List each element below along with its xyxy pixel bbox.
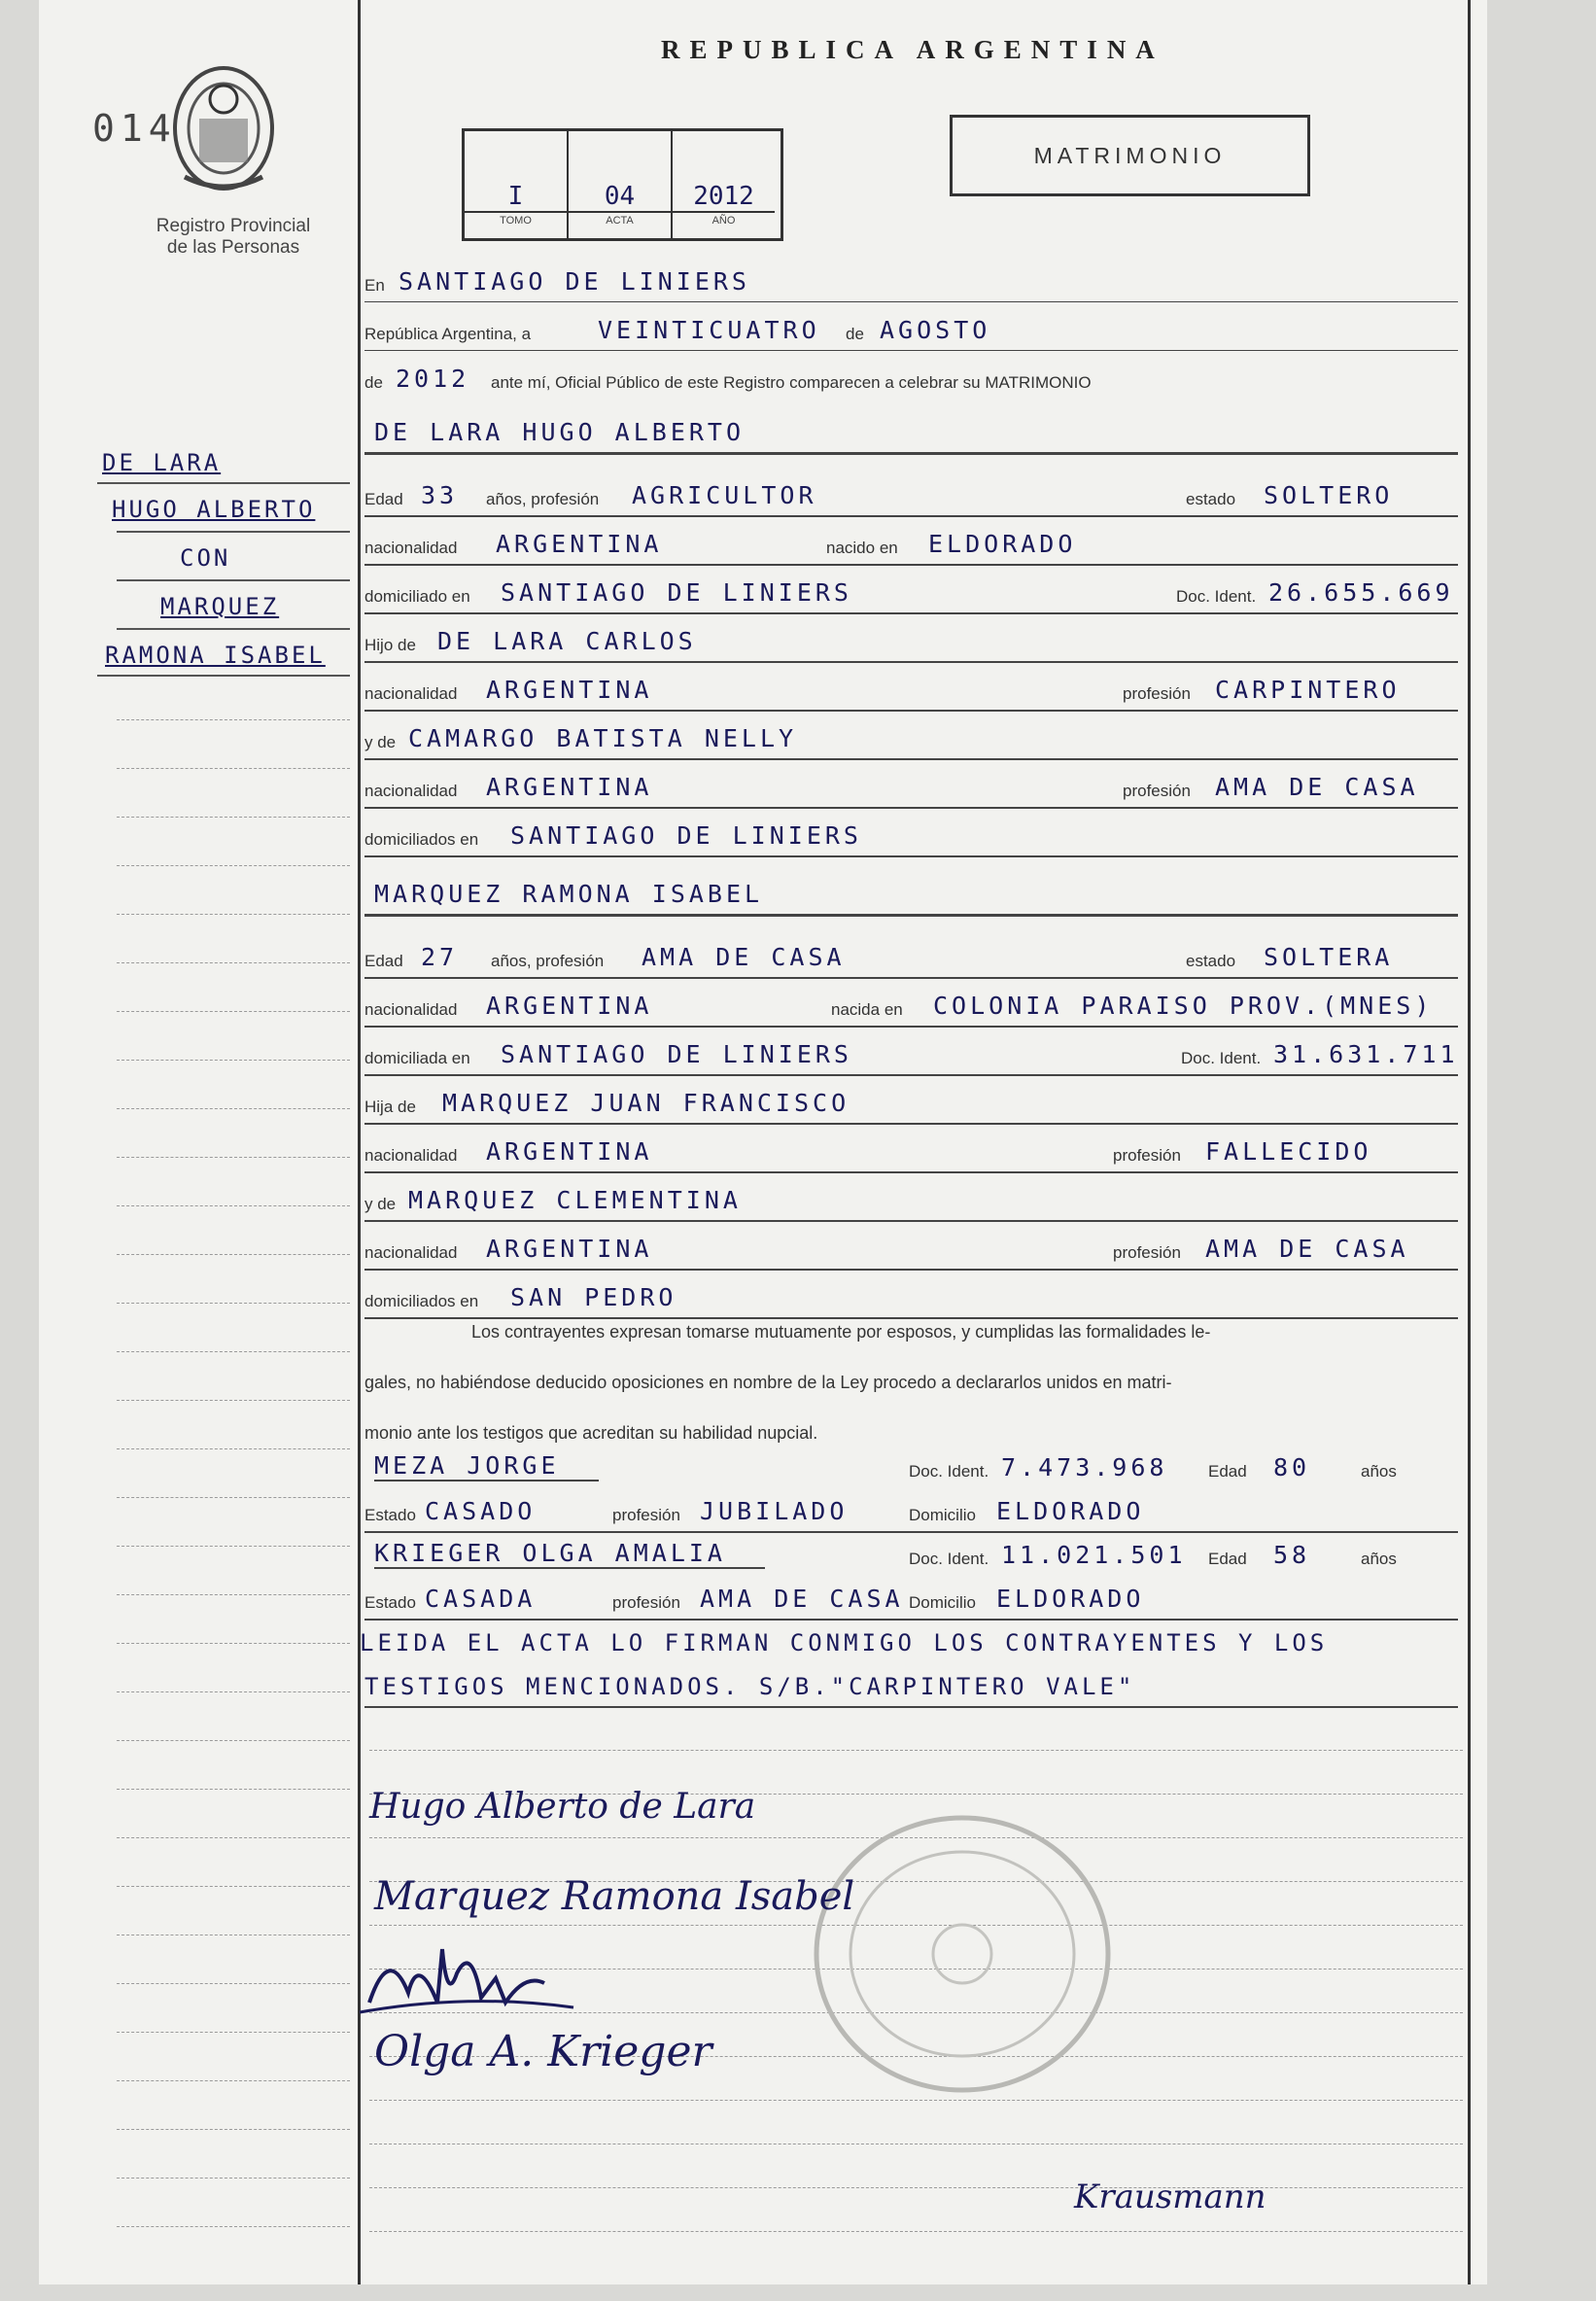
month-value: AGOSTO — [880, 316, 991, 344]
margin-name-4: MARQUEZ — [160, 593, 280, 620]
groom-mother: CAMARGO BATISTA NELLY — [408, 724, 798, 752]
bride-father-row — [364, 1084, 1458, 1125]
anos-prof-label: años, profesión — [486, 490, 600, 508]
bride-father-nat-row — [364, 1133, 1458, 1173]
witness1-row — [364, 1448, 1458, 1487]
margin-ruling — [117, 1108, 350, 1109]
margin-ruling — [117, 1837, 350, 1838]
de-label: de — [846, 325, 864, 343]
witness1-address: ELDORADO — [996, 1497, 1145, 1525]
date-row — [364, 311, 1458, 351]
signature-bride: Marquez Ramona Isabel — [374, 1874, 855, 1919]
day-value: VEINTICUATRO — [598, 316, 820, 344]
anos-label: años — [1361, 1462, 1397, 1481]
signature-ruling — [369, 2187, 1463, 2188]
witness1-detail-row — [364, 1492, 1458, 1533]
nac-label: nacionalidad — [364, 539, 458, 557]
margin-ruling — [117, 2226, 350, 2227]
place-row — [364, 262, 1458, 302]
groom-profession: AGRICULTOR — [632, 481, 817, 509]
signature-groom: Hugo Alberto de Lara — [369, 1787, 756, 1827]
groom-nationality: ARGENTINA — [496, 530, 663, 558]
margin-ruling — [117, 865, 350, 866]
year-value: 2012 — [396, 365, 470, 393]
bride-profession: AMA DE CASA — [642, 943, 846, 971]
groom-birthplace: ELDORADO — [928, 530, 1077, 558]
signature-ruling — [369, 1750, 1463, 1751]
anos-label: años — [1361, 1550, 1397, 1568]
edad-label: Edad — [1208, 1550, 1247, 1568]
bride-mother-row — [364, 1181, 1458, 1222]
bride-father-nationality: ARGENTINA — [486, 1137, 653, 1166]
prof-label: profesión — [1113, 1146, 1181, 1165]
bride-address-row — [364, 1035, 1458, 1076]
tomo-label: TOMO — [465, 211, 567, 227]
en-label: En — [364, 276, 385, 295]
groom-parents-address-row — [364, 817, 1458, 857]
intro-text: ante mí, Oficial Público de este Registro comparecen a celebrar su MATRIMONIO — [491, 373, 1092, 392]
bride-parents-address-row — [364, 1278, 1458, 1319]
prof-label: profesión — [1123, 782, 1191, 800]
bride-doc: 31.631.711 — [1273, 1040, 1459, 1068]
nac-label: nacionalidad — [364, 1243, 458, 1262]
doc-label: Doc. Ident. — [909, 1550, 989, 1568]
margin-ruling — [117, 1351, 350, 1352]
closing-line2: TESTIGOS MENCIONADOS. S/B."CARPINTERO VALE" — [364, 1673, 1136, 1700]
parents-dom-label: domiciliados en — [364, 1292, 479, 1310]
margin-ruling — [117, 1303, 350, 1304]
margin-ruling — [117, 817, 350, 818]
declaration-line2: gales, no habiéndose deducido oposiciones en nombre de la Ley procedo a declararlos unidos en matri- — [364, 1373, 1172, 1392]
groom-father-row — [364, 622, 1458, 663]
groom-doc: 26.655.669 — [1268, 578, 1454, 607]
groom-age: 33 — [421, 481, 459, 509]
witness2-row — [364, 1536, 1458, 1575]
margin-ruling — [117, 1448, 350, 1449]
margin-ruling — [117, 1691, 350, 1692]
groom-parents-address: SANTIAGO DE LINIERS — [510, 821, 862, 850]
groom-mother-row — [364, 719, 1458, 760]
father-label: Hijo de — [364, 636, 416, 654]
record-type-box — [950, 115, 1310, 196]
year-row — [364, 360, 1458, 399]
margin-ruling — [117, 768, 350, 769]
bride-name-row — [364, 870, 1458, 917]
prof-label: profesión — [612, 1593, 680, 1612]
margin-rule — [117, 628, 350, 630]
groom-name-row — [364, 408, 1458, 455]
bride-mother-nationality: ARGENTINA — [486, 1235, 653, 1263]
estado-label: estado — [1186, 952, 1236, 970]
born-label: nacido en — [826, 539, 898, 557]
provincial-emblem-icon — [165, 60, 282, 201]
prof-label: profesión — [1123, 684, 1191, 703]
margin-ruling — [117, 1983, 350, 1984]
groom-father: DE LARA CARLOS — [437, 627, 697, 655]
bride-nationality-row — [364, 987, 1458, 1028]
record-type: MATRIMONIO — [1033, 143, 1227, 168]
witness2-name: KRIEGER OLGA AMALIA — [374, 1539, 765, 1569]
prof-label: profesión — [612, 1506, 680, 1524]
groom-address: SANTIAGO DE LINIERS — [501, 578, 852, 607]
margin-ruling — [117, 719, 350, 720]
ano-label: AÑO — [673, 211, 775, 227]
witness2-civil-status: CASADA — [425, 1585, 537, 1613]
declaration-line1: Los contrayentes expresan tomarse mutuamente por esposos, y cumplidas las formalidades le- — [471, 1322, 1211, 1342]
edad-label: Edad — [364, 490, 403, 508]
witness2-age: 58 — [1273, 1541, 1311, 1569]
doc-label: Doc. Ident. — [1176, 587, 1257, 606]
republic-label: República Argentina, a — [364, 325, 532, 343]
doc-label: Doc. Ident. — [909, 1462, 989, 1481]
witness2-detail-row — [364, 1580, 1458, 1621]
margin-ruling — [117, 1400, 350, 1401]
margin-rule — [117, 579, 350, 581]
ano-value: 2012 — [693, 182, 754, 211]
page-number: 014 — [92, 107, 177, 150]
signature-official: Krausmann — [1074, 2178, 1266, 2216]
estado-label: Estado — [364, 1593, 416, 1612]
bride-civil-status: SOLTERA — [1264, 943, 1394, 971]
tomo-cell — [465, 131, 569, 238]
year-prefix: de — [364, 373, 383, 392]
official-stamp-icon — [807, 1808, 1118, 2105]
bride-father-profession: FALLECIDO — [1205, 1137, 1372, 1166]
margin-name-5: RAMONA ISABEL — [105, 642, 326, 669]
nac-label: nacionalidad — [364, 1000, 458, 1019]
registry-name — [126, 216, 340, 259]
edad-label: Edad — [1208, 1462, 1247, 1481]
groom-name: DE LARA HUGO ALBERTO — [374, 418, 746, 446]
registry-line2: de las Personas — [166, 237, 300, 258]
margin-rule — [117, 531, 350, 533]
closing-row-2 — [364, 1667, 1458, 1708]
margin-ruling — [117, 1643, 350, 1644]
closing-row-1 — [355, 1623, 1468, 1662]
mother-label: y de — [364, 1195, 397, 1213]
margin-ruling — [117, 1789, 350, 1790]
place-value: SANTIAGO DE LINIERS — [399, 267, 750, 296]
anos-prof-label: años, profesión — [491, 952, 605, 970]
bride-age: 27 — [421, 943, 459, 971]
acta-label: ACTA — [569, 211, 671, 227]
signature-witness1-scribble — [350, 1935, 603, 2027]
bride-mother: MARQUEZ CLEMENTINA — [408, 1186, 742, 1214]
margin-rule — [97, 675, 350, 677]
doc-label: Doc. Ident. — [1181, 1049, 1262, 1067]
margin-ruling — [117, 1011, 350, 1012]
dom-label: Domicilio — [909, 1506, 976, 1524]
margin-ruling — [117, 2178, 350, 2179]
groom-father-profession: CARPINTERO — [1215, 676, 1401, 704]
estado-label: Estado — [364, 1506, 416, 1524]
parents-dom-label: domiciliados en — [364, 830, 479, 849]
declaration-line3: monio ante los testigos que acreditan su habilidad nupcial. — [364, 1423, 818, 1443]
registry-line1: Registro Provincial — [156, 216, 311, 236]
bride-nationality: ARGENTINA — [486, 992, 653, 1020]
margin-ruling — [117, 962, 350, 963]
margin-rule — [97, 482, 350, 484]
margin-ruling — [117, 1886, 350, 1887]
margin-ruling — [117, 1740, 350, 1741]
bride-birthplace: COLONIA PARAISO PROV.(MNES) — [933, 992, 1434, 1020]
reference-box — [462, 128, 783, 241]
margin-ruling — [117, 1546, 350, 1547]
bride-age-row — [364, 938, 1458, 979]
acta-value: 04 — [604, 182, 636, 211]
nac-label: nacionalidad — [364, 1146, 458, 1165]
margin-ruling — [117, 1205, 350, 1206]
bride-mother-nat-row — [364, 1230, 1458, 1271]
witness1-name: MEZA JORGE — [374, 1451, 599, 1482]
father-label: Hija de — [364, 1098, 416, 1116]
margin-ruling — [117, 1497, 350, 1498]
signature-ruling — [369, 2231, 1463, 2232]
witness1-profession: JUBILADO — [700, 1497, 849, 1525]
margin-name-2: HUGO ALBERTO — [112, 496, 316, 523]
bride-mother-profession: AMA DE CASA — [1205, 1235, 1409, 1263]
right-border — [1468, 0, 1471, 2284]
nac-label: nacionalidad — [364, 684, 458, 703]
edad-label: Edad — [364, 952, 403, 970]
margin-ruling — [117, 1157, 350, 1158]
born-label: nacida en — [831, 1000, 903, 1019]
country-title: REPUBLICA ARGENTINA — [661, 35, 1164, 64]
margin-ruling — [117, 1254, 350, 1255]
bride-parents-address: SAN PEDRO — [510, 1283, 677, 1311]
acta-cell — [569, 131, 673, 238]
bride-father: MARQUEZ JUAN FRANCISCO — [442, 1089, 850, 1117]
margin-ruling — [117, 1060, 350, 1061]
bride-address: SANTIAGO DE LINIERS — [501, 1040, 852, 1068]
closing-line1: LEIDA EL ACTA LO FIRMAN CONMIGO LOS CONTRAYENTES Y LOS — [360, 1629, 1329, 1656]
witness1-age: 80 — [1273, 1453, 1311, 1482]
groom-mother-nat-row — [364, 768, 1458, 809]
groom-nationality-row — [364, 525, 1458, 566]
nac-label: nacionalidad — [364, 782, 458, 800]
margin-ruling — [117, 2080, 350, 2081]
ano-cell — [673, 131, 775, 238]
prof-label: profesión — [1113, 1243, 1181, 1262]
groom-civil-status: SOLTERO — [1264, 481, 1394, 509]
mother-label: y de — [364, 733, 397, 751]
margin-name-3: CON — [180, 544, 231, 572]
margin-name-1: DE LARA — [102, 449, 222, 476]
dom-label: domiciliada en — [364, 1049, 470, 1067]
margin-ruling — [117, 2129, 350, 2130]
margin-ruling — [117, 914, 350, 915]
estado-label: estado — [1186, 490, 1236, 508]
margin-ruling — [117, 1594, 350, 1595]
signature-witness2: Olga A. Krieger — [374, 2027, 712, 2076]
bride-name: MARQUEZ RAMONA ISABEL — [374, 880, 764, 908]
witness1-civil-status: CASADO — [425, 1497, 537, 1525]
groom-mother-profession: AMA DE CASA — [1215, 773, 1419, 801]
witness2-doc: 11.021.501 — [1001, 1541, 1187, 1569]
groom-address-row — [364, 574, 1458, 614]
tomo-value: I — [507, 182, 524, 211]
witness2-profession: AMA DE CASA — [700, 1585, 904, 1613]
groom-father-nationality: ARGENTINA — [486, 676, 653, 704]
margin-ruling — [117, 2032, 350, 2033]
witness2-address: ELDORADO — [996, 1585, 1145, 1613]
groom-father-nat-row — [364, 671, 1458, 712]
witness1-doc: 7.473.968 — [1001, 1453, 1168, 1482]
groom-age-row — [364, 476, 1458, 517]
groom-mother-nationality: ARGENTINA — [486, 773, 653, 801]
certificate-page — [39, 0, 1487, 2284]
dom-label: Domicilio — [909, 1593, 976, 1612]
dom-label: domiciliado en — [364, 587, 470, 606]
